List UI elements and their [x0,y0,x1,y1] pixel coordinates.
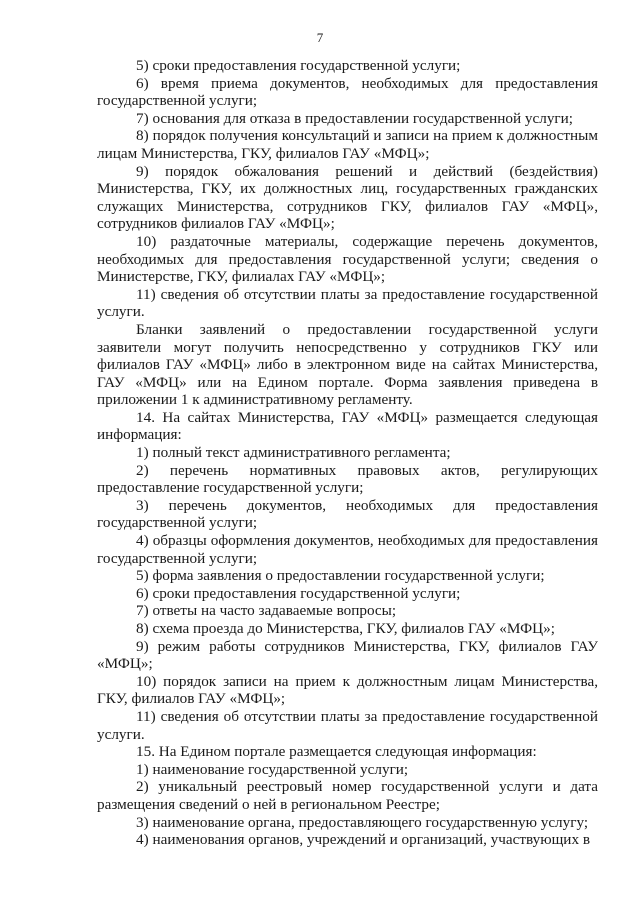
paragraph: 6) сроки предоставления государственной услуги; [136,584,461,602]
paragraph: 11) сведения об отсутствии платы за предоставление государственной услуги. [97,285,598,321]
paragraph: 3) наименование органа, предоставляющего государственную услугу; [136,813,589,831]
paragraph: 7) основания для отказа в предоставлении государственной услуги; [136,109,574,127]
page-number: 7 [316,30,324,45]
paragraph: 1) полный текст административного регламента; [136,444,451,462]
paragraph: 15. На Едином портале размещается следующая информация: [136,743,537,761]
paragraph: 2) перечень нормативных правовых актов, регулирующих предоставление государственной услуги; [97,461,598,497]
paragraph: 10) порядок записи на прием к должностным лицам Министерства, ГКУ, филиалов ГАУ «МФЦ»; [97,672,598,708]
paragraph: 11) сведения об отсутствии платы за предоставление государственной услуги. [97,707,598,743]
paragraph: 5) сроки предоставления государственной услуги; [136,57,461,74]
paragraph: 10) раздаточные материалы, содержащие перечень документов, необходимых для предоставления государственной услуги; сведения о Министерстве, ГКУ, филиалах ГАУ «МФЦ»; [97,232,598,286]
paragraph: 2) уникальный реестровый номер государственной услуги и дата размещения сведений о ней в региональном Реестре; [97,778,598,813]
paragraph: 5) форма заявления о предоставлении государственной услуги; [136,567,545,585]
paragraph: Бланки заявлений о предоставлении государственной услуги заявители могут получить непосредственно у сотрудников ГКУ или филиалов ГАУ «МФЦ» либо в электронном виде на сайтах Министерства, ГАУ «МФЦ» или на Едином портале. Форма заявления приведена в приложении 1 к административному регламенту. [97,320,598,409]
paragraph: 4) наименования органов, учреждений и организаций, участвующих в [136,831,591,849]
paragraph: 8) схема проезда до Министерства, ГКУ, филиалов ГАУ «МФЦ»; [136,620,555,637]
paragraph: 8) порядок получения консультаций и записи на прием к должностным лицам Министерства, ГКУ, филиалов ГАУ «МФЦ»; [97,127,598,162]
paragraph: 9) режим работы сотрудников Министерства, ГКУ, филиалов ГАУ «МФЦ»; [97,637,598,673]
paragraph: 4) образцы оформления документов, необходимых для предоставления государственной услуги; [97,532,598,567]
paragraph: 3) перечень документов, необходимых для предоставления государственной услуги; [97,496,598,532]
paragraph: 6) время приема документов, необходимых для предоставления государственной услуги; [97,74,598,110]
paragraph: 7) ответы на часто задаваемые вопросы; [136,602,397,620]
paragraph: 1) наименование государственной услуги; [136,760,409,778]
paragraph: 9) порядок обжалования решений и действий (бездействия) Министерства, ГКУ, их должностных лиц, государственных гражданских служащих Министерства, сотрудников ГКУ, филиалов ГАУ «МФЦ», сотрудников филиалов ГАУ «МФЦ»; [97,162,598,233]
paragraph: 14. На сайтах Министерства, ГАУ «МФЦ» размещается следующая информация: [97,408,598,444]
document-body [97,57,598,849]
